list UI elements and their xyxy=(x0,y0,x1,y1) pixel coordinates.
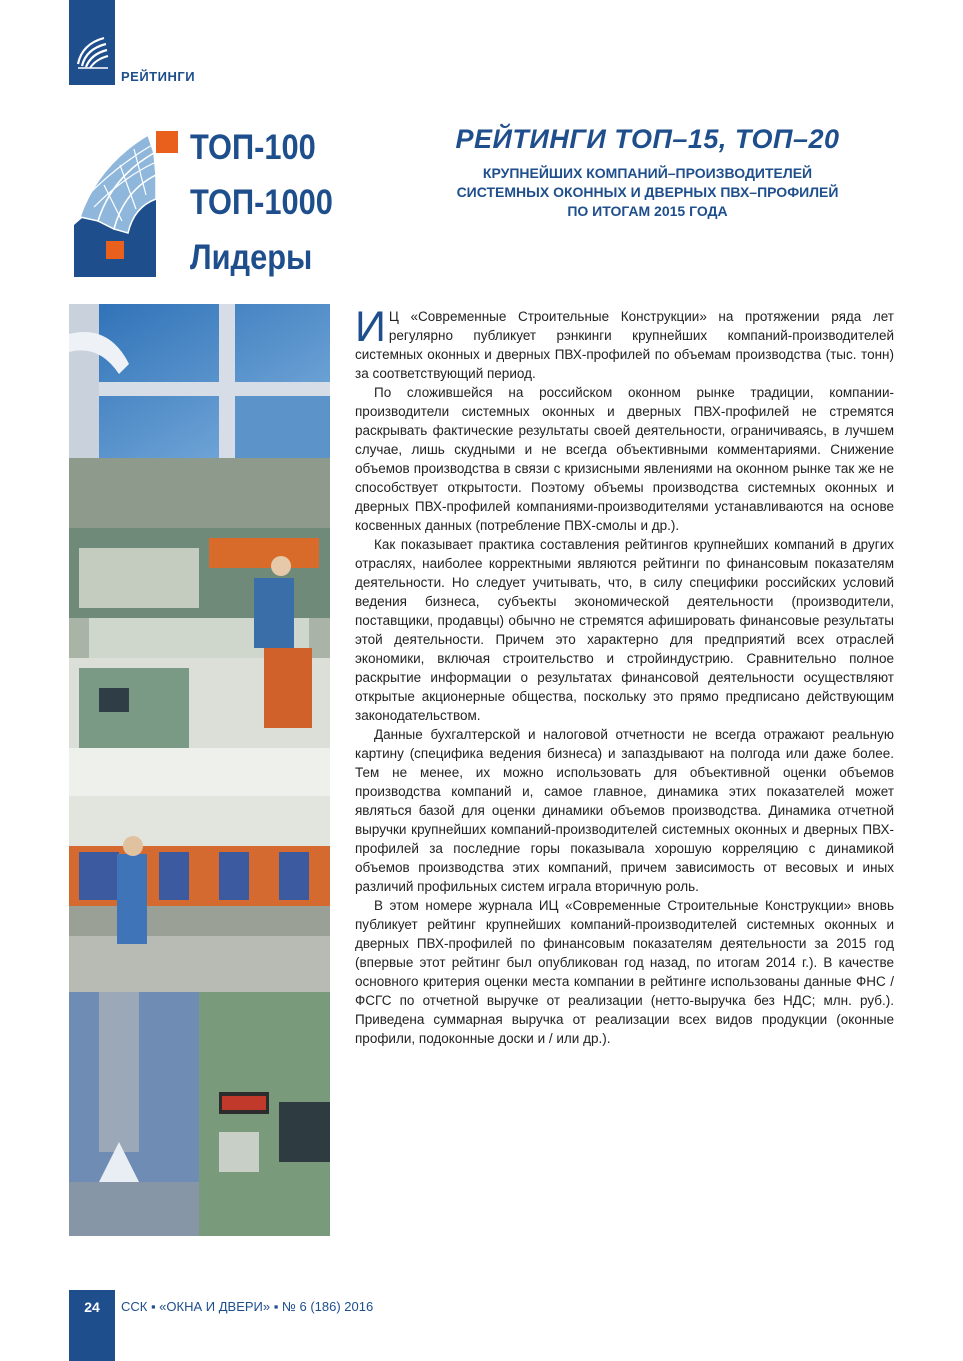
article-paragraph: Как показывает практика составления рейтингов крупнейших компаний в других отраслях, наиболее корректными являются рейтинги по финансовым показателям деятельности. Но следует учитывать, что, в силу специфики российских условий ведения бизнеса, субъекты экономической деятельности (производители, поставщики, продавцы) обычно не стремятся афишировать финансовые результаты этой деятельности. Причем это характерно для предприятий всех отраслей экономики, включая строительство и стройиндустрию. Сравнительно полное раскрытие информации о результатах финансовой деятельности осуществляют открытые акционерные общества, поскольку это прямо предписано действующим законодательством. xyxy=(355,537,894,723)
journal-logo-icon xyxy=(74,34,110,70)
page-subtitle xyxy=(350,164,945,221)
article-paragraph: По сложившейся на российском оконном рынке традиции, компании-производители системных оконных и дверных ПВХ-профилей не стремятся раскрывать фактические результаты своей деятельности, ограничиваясь, в лучшем случае, лишь скудными и не всегда объективными комментариями. Снижение объемов производства в связи с кризисными явлениями на оконном рынке так же не способствует открытости. Поэтому объемы производства системных оконных и дверных ПВХ-профилей компаниями-производителями устанавливаются на основе косвенных данных (потребление ПВХ-смолы и др.). xyxy=(355,385,894,533)
section-label: РЕЙТИНГИ xyxy=(121,69,196,84)
article-paragraph: Данные бухгалтерской и налоговой отчетности не всегда отражают реальную картину (специфика ведения бизнеса) и запаздывают на полгода или даже более. Тем не менее, их можно использовать для объективной оценки объемов производства компаний и, самое главное, динамика этих показателей может являться базой для оценки динамики объемов производства. Динамика отчетной выручки крупнейших компаний-производителей системных оконных и дверных ПВХ-профилей за последние горы показывала хорошую корреляцию с динамикой объемов производства этих компаний, причем зависимость от весовых и иных различий профильных систем играла вторичную роль. xyxy=(355,727,894,894)
top1000-label: ТОП-1000 xyxy=(190,183,333,222)
article-paragraph: В этом номере журнала ИЦ «Современные Строительные Конструкции» вновь публикует рейтинг крупнейших компаний-производителей системных оконных и дверных ПВХ-профилей по финансовым показателям деятельности за 2015 год (впервые этот рейтинг был опубликован год назад, по итогам 2014 г.). В качестве основного критерия оценки места компании в рейтинге использованы данные ФНС / ФСГС по отчетной выручке от реализации (нетто-выручка без НДС; млн. руб.). Приведена суммарная выручка от реализации всех видов продукции (оконные профили, подоконные доски и / или др.). xyxy=(355,898,894,1046)
subtitle-line: КРУПНЕЙШИХ КОМПАНИЙ–ПРОИЗВОДИТЕЛЕЙ xyxy=(482,165,813,181)
subtitle-line: ПО ИТОГАМ 2015 ГОДА xyxy=(567,203,728,219)
window-frame-photo xyxy=(69,304,330,458)
top100-label: ТОП-100 xyxy=(190,128,316,167)
photo-column xyxy=(69,304,330,1236)
workshop-photo xyxy=(69,796,330,992)
subtitle-line: СИСТЕМНЫХ ОКОННЫХ И ДВЕРНЫХ ПВХ–ПРОФИЛЕЙ xyxy=(456,184,839,200)
factory-line-photo xyxy=(69,458,330,796)
leaders-label: Лидеры xyxy=(190,238,313,277)
page-title: РЕЙТИНГИ ТОП–15, ТОП–20 xyxy=(455,124,840,154)
journal-footer: ССК ▪ «ОКНА И ДВЕРИ» ▪ № 6 (186) 2016 xyxy=(121,1299,374,1314)
page-number: 24 xyxy=(84,1299,100,1315)
article-paragraph xyxy=(355,303,894,383)
paragraph-text: Ц «Современные Строительные Конструкции» на протяжении ряда лет регулярно публикует рэнкинги крупнейших компаний-производителей системных оконных и дверных ПВХ-профилей по объемам производства (тыс. тонн) за соответствующий период. xyxy=(355,309,894,381)
house-window-icon xyxy=(68,125,186,277)
article-body xyxy=(355,303,894,1048)
dropcap: И xyxy=(355,303,386,351)
testing-machine-photo xyxy=(69,992,330,1236)
